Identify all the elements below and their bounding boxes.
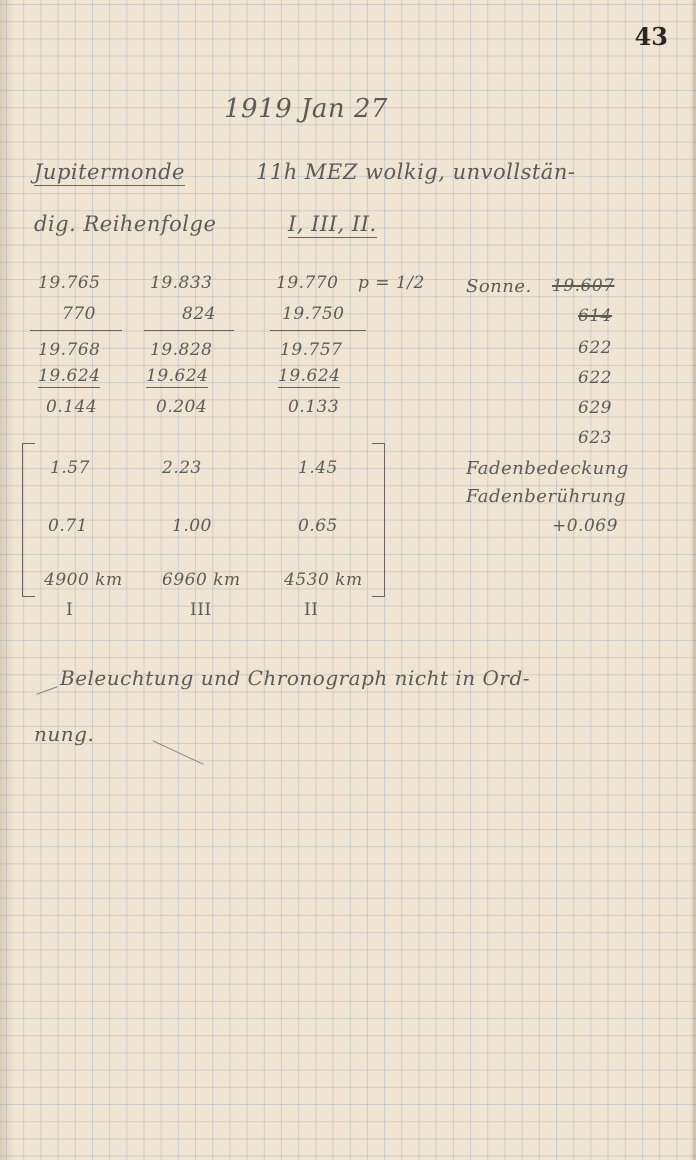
entry-title: Jupitermonde: [34, 160, 185, 184]
side-label: Sonne.: [466, 276, 532, 297]
closing-line-1: Beleuchtung und Chronograph nicht in Ord-: [60, 666, 531, 690]
col1-ratio: 0.71: [48, 516, 88, 536]
col2-mean: 19.828: [150, 340, 213, 360]
pencil-mark: [36, 686, 57, 694]
col3-seconds: 1.45: [298, 458, 338, 478]
col2-reading2: 824: [182, 304, 216, 324]
col1-base: 19.624: [38, 366, 101, 386]
col1-mean: 19.768: [38, 340, 101, 360]
side-correction: +0.069: [552, 516, 618, 536]
page-edge: [690, 0, 696, 1160]
side-value-4: 622: [578, 368, 612, 388]
col1-sum-line: [30, 330, 122, 331]
col1-km: 4900 km: [44, 570, 123, 590]
col3-km: 4530 km: [284, 570, 363, 590]
col2-sum-line: [144, 330, 234, 331]
entry-date: 1919 Jan 27: [224, 94, 388, 124]
binding-shadow: [0, 0, 14, 1160]
col1-seconds: 1.57: [50, 458, 90, 478]
entry-line2-order: I, III, II.: [288, 212, 377, 236]
weight-note: p = 1/2: [358, 273, 425, 293]
col1-diff: 0.144: [46, 397, 98, 417]
col3-diff: 0.133: [288, 397, 340, 417]
col2-km: 6960 km: [162, 570, 241, 590]
side-value-3: 622: [578, 338, 612, 358]
pencil-mark: [152, 740, 203, 765]
col2-base: 19.624: [146, 366, 209, 386]
col3-ratio: 0.65: [298, 516, 338, 536]
side-note-bedeckung: Fadenbedeckung: [466, 458, 629, 479]
col2-label: III: [190, 600, 212, 620]
side-note-beruehrung: Fadenberührung: [466, 486, 627, 507]
col1-reading2: 770: [62, 304, 96, 324]
col3-reading2: 19.750: [282, 304, 345, 324]
left-bracket: [22, 443, 35, 597]
col2-reading1: 19.833: [150, 273, 213, 293]
page-number: 43: [634, 22, 668, 51]
col2-seconds: 2.23: [162, 458, 202, 478]
right-bracket: [372, 443, 385, 597]
col2-ratio: 1.00: [172, 516, 212, 536]
col3-label: II: [304, 600, 319, 620]
side-value-1: 19.607: [552, 276, 615, 296]
col3-reading1: 19.770: [276, 273, 339, 293]
side-value-5: 629: [578, 398, 612, 418]
side-value-2: 614: [578, 306, 612, 326]
side-value-6: 623: [578, 428, 612, 448]
col3-sum-line: [270, 330, 366, 331]
col1-reading1: 19.765: [38, 273, 101, 293]
col1-label: I: [66, 600, 74, 620]
col3-mean: 19.757: [280, 340, 343, 360]
closing-line-2: nung.: [34, 722, 95, 746]
entry-title-rest: 11h MEZ wolkig, unvollstän-: [256, 160, 576, 184]
col3-base: 19.624: [278, 366, 341, 386]
col2-diff: 0.204: [156, 397, 208, 417]
entry-line2-prefix: dig. Reihenfolge: [34, 212, 217, 236]
